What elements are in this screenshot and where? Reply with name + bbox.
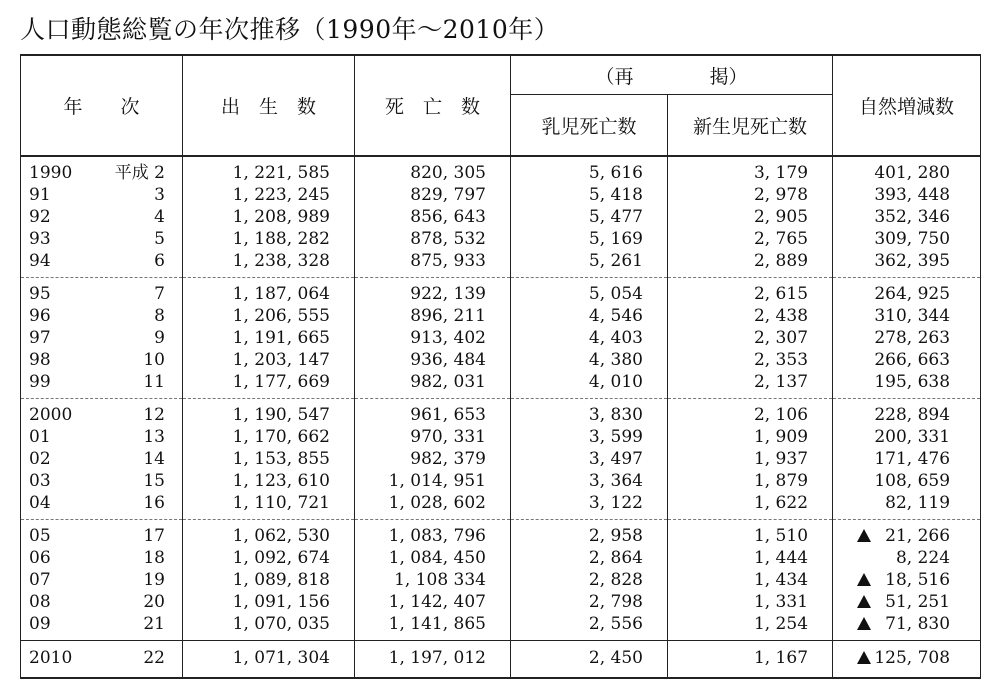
value: 2, 615 bbox=[753, 284, 809, 304]
value: 1, 014, 951 bbox=[388, 471, 486, 491]
year-label: 05 bbox=[29, 526, 51, 546]
value: 4, 380 bbox=[588, 350, 643, 370]
value: 1, 187, 064 bbox=[232, 284, 330, 304]
value: 1, 331 bbox=[753, 592, 809, 612]
value: 961, 653 bbox=[410, 405, 486, 425]
year-label: 06 bbox=[29, 548, 51, 568]
value: 1, 123, 610 bbox=[232, 471, 330, 491]
value: 1, 937 bbox=[753, 449, 809, 469]
infant-deaths-cell bbox=[511, 520, 668, 641]
year-label: 2000 bbox=[29, 405, 73, 425]
deaths-cell bbox=[355, 399, 511, 520]
table-body bbox=[21, 156, 981, 678]
natural-change-cell bbox=[833, 156, 981, 278]
year-label: 94 bbox=[29, 251, 51, 271]
year-label: 92 bbox=[29, 207, 51, 227]
value: 820, 305 bbox=[410, 163, 486, 183]
value: 856, 643 bbox=[410, 207, 486, 227]
value: 1, 238, 328 bbox=[232, 251, 330, 271]
header-neonatal-deaths: 新生児死亡数 bbox=[668, 95, 833, 157]
era-label: 15 bbox=[143, 471, 165, 491]
value: 1, 206, 555 bbox=[232, 306, 330, 326]
negative-triangle-icon bbox=[857, 573, 871, 586]
value: 1, 444 bbox=[753, 548, 809, 568]
value: 393, 448 bbox=[874, 185, 951, 205]
value: 5, 261 bbox=[588, 251, 643, 271]
value: 18, 516 bbox=[885, 570, 951, 590]
value: 1, 190, 547 bbox=[232, 405, 330, 425]
value: 278, 263 bbox=[874, 328, 951, 348]
value: 171, 476 bbox=[874, 449, 951, 469]
value: 5, 418 bbox=[588, 185, 643, 205]
year-group-row bbox=[21, 156, 981, 278]
value: 2, 307 bbox=[753, 328, 809, 348]
value: 970, 331 bbox=[410, 427, 486, 447]
era-label: 平成 2 bbox=[114, 163, 165, 183]
era-label: 8 bbox=[154, 306, 165, 326]
value: 913, 402 bbox=[410, 328, 486, 348]
value: 82, 119 bbox=[885, 493, 951, 513]
year-cell bbox=[21, 520, 183, 641]
value: 3, 122 bbox=[588, 493, 643, 513]
year-group-row bbox=[21, 278, 981, 399]
era-label: 21 bbox=[143, 614, 165, 634]
value: 3, 830 bbox=[588, 405, 643, 425]
value: 2, 765 bbox=[753, 229, 809, 249]
header-deaths: 死 亡 数 bbox=[355, 55, 511, 156]
value: 2, 798 bbox=[588, 592, 643, 612]
era-label: 4 bbox=[154, 207, 165, 227]
value: 5, 169 bbox=[588, 229, 643, 249]
era-label: 22 bbox=[143, 648, 165, 668]
era-label: 16 bbox=[143, 493, 165, 513]
value: 1, 191, 665 bbox=[232, 328, 330, 348]
era-label: 3 bbox=[154, 185, 165, 205]
value: 1, 879 bbox=[753, 471, 809, 491]
value: 5, 477 bbox=[588, 207, 643, 227]
value: 1, 108 334 bbox=[394, 570, 486, 590]
births-cell bbox=[183, 278, 355, 399]
value: 401, 280 bbox=[874, 163, 951, 183]
value: 352, 346 bbox=[874, 207, 951, 227]
value: 1, 092, 674 bbox=[232, 548, 330, 568]
era-label: 18 bbox=[143, 548, 165, 568]
value: 1, 909 bbox=[753, 427, 809, 447]
value: 21, 266 bbox=[885, 526, 951, 546]
era-label: 5 bbox=[154, 229, 165, 249]
value: 3, 364 bbox=[588, 471, 643, 491]
value: 51, 251 bbox=[885, 592, 951, 612]
value: 309, 750 bbox=[874, 229, 951, 249]
value: 8, 224 bbox=[895, 548, 951, 568]
era-label: 14 bbox=[143, 449, 165, 469]
value: 1, 221, 585 bbox=[232, 163, 330, 183]
value: 1, 142, 407 bbox=[388, 592, 486, 612]
value: 264, 925 bbox=[874, 284, 951, 304]
negative-triangle-icon bbox=[857, 595, 871, 608]
value: 2, 905 bbox=[753, 207, 809, 227]
value: 2, 828 bbox=[588, 570, 643, 590]
era-label: 6 bbox=[154, 251, 165, 271]
value: 1, 197, 012 bbox=[388, 648, 486, 668]
year-label: 07 bbox=[29, 570, 51, 590]
value: 2, 958 bbox=[588, 526, 643, 546]
deaths-cell bbox=[355, 641, 511, 679]
neonatal-deaths-cell bbox=[668, 641, 833, 679]
value: 1, 208, 989 bbox=[232, 207, 330, 227]
neonatal-deaths-cell bbox=[668, 278, 833, 399]
final-year-row bbox=[21, 641, 981, 679]
year-cell bbox=[21, 156, 183, 278]
value: 982, 031 bbox=[410, 372, 486, 392]
births-cell bbox=[183, 156, 355, 278]
value: 5, 616 bbox=[588, 163, 643, 183]
page-title: 人口動態総覧の年次推移（1990年〜2010年） bbox=[20, 15, 560, 44]
value: 310, 344 bbox=[874, 306, 951, 326]
value: 4, 403 bbox=[588, 328, 643, 348]
year-label: 2010 bbox=[29, 648, 73, 668]
infant-deaths-cell bbox=[511, 156, 668, 278]
value: 1, 223, 245 bbox=[232, 185, 330, 205]
negative-triangle-icon bbox=[857, 529, 871, 542]
value: 922, 139 bbox=[410, 284, 486, 304]
value: 1, 510 bbox=[753, 526, 809, 546]
year-label: 1990 bbox=[29, 163, 73, 183]
year-label: 91 bbox=[29, 185, 51, 205]
value: 896, 211 bbox=[410, 306, 486, 326]
value: 228, 894 bbox=[874, 405, 951, 425]
value: 4, 010 bbox=[588, 372, 643, 392]
deaths-cell bbox=[355, 278, 511, 399]
era-label: 9 bbox=[154, 328, 165, 348]
births-cell bbox=[183, 399, 355, 520]
natural-change-cell bbox=[833, 520, 981, 641]
era-label: 20 bbox=[143, 592, 165, 612]
value: 2, 106 bbox=[753, 405, 809, 425]
year-label: 93 bbox=[29, 229, 51, 249]
value: 1, 153, 855 bbox=[232, 449, 330, 469]
era-label: 11 bbox=[143, 372, 165, 392]
value: 1, 028, 602 bbox=[388, 493, 486, 513]
infant-deaths-cell bbox=[511, 278, 668, 399]
value: 108, 659 bbox=[874, 471, 951, 491]
year-label: 02 bbox=[29, 449, 51, 469]
value: 1, 141, 865 bbox=[388, 614, 486, 634]
year-group-row bbox=[21, 520, 981, 641]
neonatal-deaths-cell bbox=[668, 156, 833, 278]
value: 200, 331 bbox=[874, 427, 951, 447]
year-label: 09 bbox=[29, 614, 51, 634]
era-label: 12 bbox=[143, 405, 165, 425]
era-label: 17 bbox=[143, 526, 165, 546]
value: 1, 083, 796 bbox=[388, 526, 486, 546]
value: 1, 188, 282 bbox=[232, 229, 330, 249]
births-cell bbox=[183, 520, 355, 641]
value: 1, 071, 304 bbox=[232, 648, 330, 668]
deaths-cell bbox=[355, 156, 511, 278]
deaths-cell bbox=[355, 520, 511, 641]
value: 1, 203, 147 bbox=[232, 350, 330, 370]
births-cell bbox=[183, 641, 355, 679]
year-cell bbox=[21, 641, 183, 679]
value: 3, 179 bbox=[753, 163, 809, 183]
value: 2, 556 bbox=[588, 614, 643, 634]
neonatal-deaths-cell bbox=[668, 520, 833, 641]
infant-deaths-cell bbox=[511, 641, 668, 679]
year-cell bbox=[21, 399, 183, 520]
value: 878, 532 bbox=[410, 229, 486, 249]
year-label: 04 bbox=[29, 493, 51, 513]
value: 71, 830 bbox=[885, 614, 951, 634]
value: 1, 110, 721 bbox=[232, 493, 330, 513]
value: 3, 599 bbox=[588, 427, 643, 447]
neonatal-deaths-cell bbox=[668, 399, 833, 520]
year-label: 01 bbox=[29, 427, 51, 447]
value: 2, 889 bbox=[753, 251, 809, 271]
value: 362, 395 bbox=[874, 251, 951, 271]
year-group-row bbox=[21, 399, 981, 520]
value: 1, 170, 662 bbox=[232, 427, 330, 447]
year-cell bbox=[21, 278, 183, 399]
natural-change-cell bbox=[833, 399, 981, 520]
year-label: 98 bbox=[29, 350, 51, 370]
era-label: 10 bbox=[143, 350, 165, 370]
value: 982, 379 bbox=[410, 449, 486, 469]
value: 4, 546 bbox=[588, 306, 643, 326]
infant-deaths-cell bbox=[511, 399, 668, 520]
era-label: 7 bbox=[154, 284, 165, 304]
value: 3, 497 bbox=[588, 449, 643, 469]
value: 829, 797 bbox=[410, 185, 486, 205]
value: 2, 450 bbox=[588, 648, 643, 668]
value: 1, 254 bbox=[753, 614, 809, 634]
header-births: 出 生 数 bbox=[183, 55, 355, 156]
value: 5, 054 bbox=[588, 284, 643, 304]
value: 1, 062, 530 bbox=[232, 526, 330, 546]
negative-triangle-icon bbox=[857, 651, 871, 664]
value: 1, 167 bbox=[753, 648, 809, 668]
vital-statistics-table bbox=[20, 54, 981, 679]
natural-change-cell bbox=[833, 641, 981, 679]
year-label: 99 bbox=[29, 372, 51, 392]
header-natural-change: 自然増減数 bbox=[833, 55, 981, 156]
value: 2, 353 bbox=[753, 350, 809, 370]
value: 2, 438 bbox=[753, 306, 809, 326]
era-label: 13 bbox=[143, 427, 165, 447]
header-year: 年 次 bbox=[21, 55, 183, 156]
natural-change-cell bbox=[833, 278, 981, 399]
value: 266, 663 bbox=[874, 350, 951, 370]
value: 1, 434 bbox=[753, 570, 809, 590]
value: 1, 177, 669 bbox=[232, 372, 330, 392]
value: 936, 484 bbox=[410, 350, 486, 370]
header-infant-deaths: 乳児死亡数 bbox=[511, 95, 668, 157]
value: 2, 864 bbox=[588, 548, 643, 568]
value: 1, 622 bbox=[753, 493, 809, 513]
year-label: 97 bbox=[29, 328, 51, 348]
value: 875, 933 bbox=[410, 251, 486, 271]
value: 1, 084, 450 bbox=[388, 548, 486, 568]
value: 1, 089, 818 bbox=[232, 570, 330, 590]
value: 125, 708 bbox=[874, 648, 951, 668]
table-header bbox=[21, 55, 981, 156]
header-restated: （再 掲） bbox=[511, 55, 833, 95]
value: 1, 091, 156 bbox=[232, 592, 330, 612]
value: 1, 070, 035 bbox=[232, 614, 330, 634]
value: 2, 137 bbox=[753, 372, 809, 392]
value: 195, 638 bbox=[874, 372, 951, 392]
value: 2, 978 bbox=[753, 185, 809, 205]
era-label: 19 bbox=[143, 570, 165, 590]
negative-triangle-icon bbox=[857, 617, 871, 630]
year-label: 95 bbox=[29, 284, 51, 304]
year-label: 03 bbox=[29, 471, 51, 491]
year-label: 96 bbox=[29, 306, 51, 326]
year-label: 08 bbox=[29, 592, 51, 612]
